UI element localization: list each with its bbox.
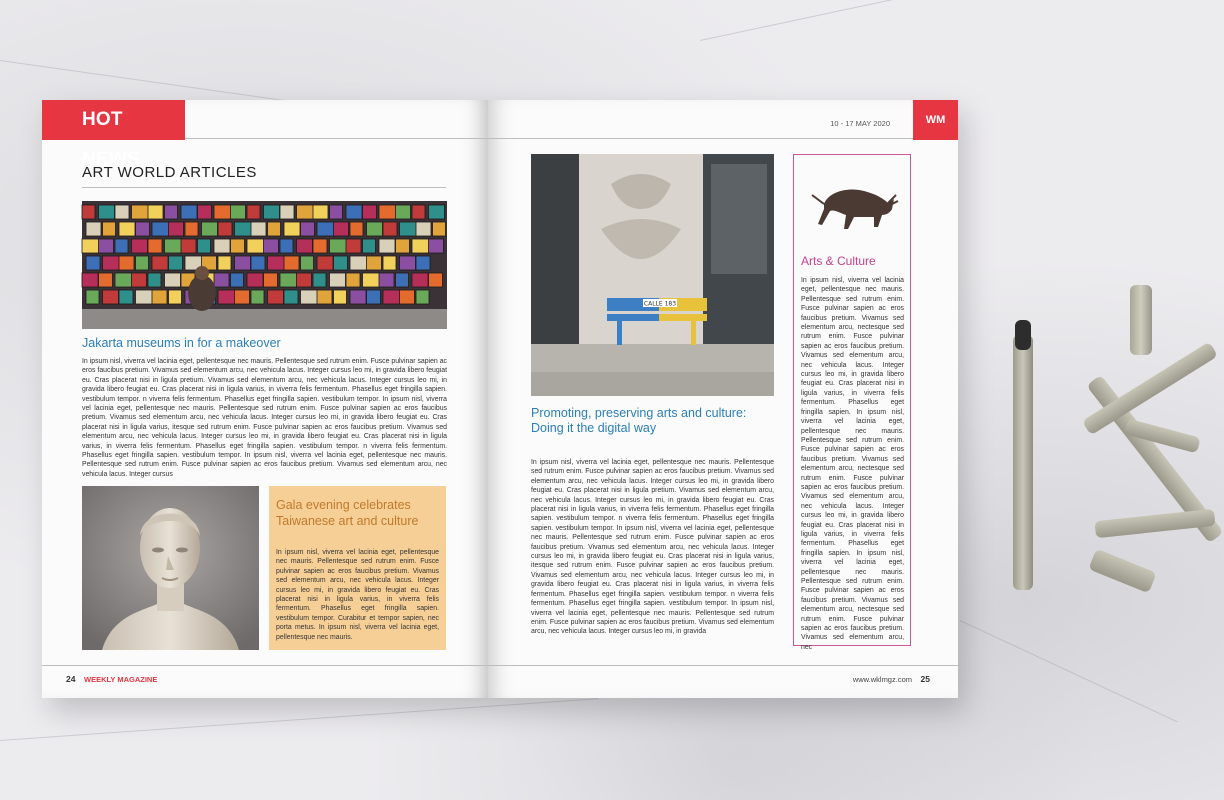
right-page [488,100,958,698]
bench-illustration [531,154,774,396]
article1-body: In ipsum nisl, viverra vel lacinia eget, pellentesque nec mauris. Pellentesque sed rutrum enim. Fusce pulvinar sapien ac eros faucibus pretium. Vivamus sed elementum arcu, nec vehicula lacus. Integer cursus leo mi, in gravida libero feugiat eu. Cras placerat nisi in ligula pretium. Vivamus sed elementum arcu, nec vehicula lacus. Integer cursus leo mi, in gravida libero feugiat eu. Cras placerat nisi in ligula varius, in viverra felis fermentum. Phasellus eget fringilla sapien. vestibulum tempor. n viverra felis fermentum. Phasellus eget fringilla sapien. vestibulum tempor. In ipsum nisl, viverra vel lacinia eget, pellentesque nec mauris. Pellentesque sed rutrum enim. Fusce pulvinar sapien ac eros faucibus pretium. Vivamus sed elementum arcu, nec vehicula lacus. Integer cursus leo mi, in gravida libero feugiat eu. Cras placerat nisi in ligula varius, itesque sed rutrum enim. Fusce pulvinar sapien ac eros faucibus pretium. Vivamus sed elementum arcu, nec vehicula lacus. Integer cursus leo mi, in gravida libero feugiat eu. Cras placerat nisi in ligula varius, in viverra felis fermentum. Phasellus eget fringilla sapien. vestibulum tempor. n viverra felis fermentum. Phasellus eget fringilla sapien. vestibulum tempor. In ipsum nisl, viverra vel lacinia eget, pellentesque nec mauris. Pellentesque sed rutrum enim. Fusce pulvinar sapien ac eros faucibus pretium. Vivamus sed elementum arcu, nec vehicula lacus. Integer cursus [82,358,447,478]
header-rule [185,138,488,139]
bench-photo [531,154,774,396]
page-number-right: 25 [920,674,930,684]
bench-sign-text: CALLE 183 [643,300,677,308]
page-number-left: 24 [66,674,76,684]
footer-rule [42,665,488,666]
wm-corner-tag: WM [913,100,958,140]
left-page [42,100,488,698]
article2-body: In ipsum nisl, viverra vel lacinia eget, pellentesque nec mauris. Pellentesque sed rutrum enim. Fusce pulvinar sapien ac eros faucibus pretium. Vivamus sed elementum arcu, nec vehicula lacus. Integer cursus leo mi, in gravida libero feugiat eu. Cras placerat nisi in ligula varius, in viverra felis fermentum. Phasellus eget fringilla sapien. vestibulum tempor. Curabitur et tempor sapien, nec porta metus. In ipsum nisl, viverra vel lacinia eget, pellentesque nec mauris. [276,549,439,641]
paintings-market-photo [82,201,447,329]
magazine-url: www.wklmgz.com [852,675,912,684]
pen-vertical [1013,335,1033,590]
section-rule [82,187,446,188]
bull-sculpture-icon [804,169,904,239]
pens-group [995,280,1200,610]
issue-date: 10 - 17 MAY 2020 [830,119,890,128]
arts-culture-sidebar [793,154,911,651]
pen-cap [1130,285,1152,355]
sculpture-bust-photo [82,486,259,650]
section-title: ART WORLD ARTICLES [82,164,257,181]
pen-cap-lower [1088,549,1157,594]
paintings-illustration [82,201,447,329]
pen-horizontal [1094,509,1215,538]
article1-headline: Jakarta museums in for a makeover [82,336,281,350]
marble-vein [960,620,1178,722]
marble-vein [700,0,1189,41]
gala-article-box [269,486,446,650]
hot-news-tag: HOT NEWS [42,100,185,140]
article2-headline: Gala evening celebrates Taiwanese art and culture [276,498,419,528]
magazine-name: WEEKLY MAGAZINE [84,675,158,684]
bust-illustration [82,486,259,650]
article3-body: In ipsum nisl, viverra vel lacinia eget, pellentesque nec mauris. Pellentesque sed rutrum enim. Fusce pulvinar sapien ac eros faucibus pretium. Vivamus sed elementum arcu, nec vehicula lacus. Integer cursus leo mi, in gravida libero feugiat eu. Cras placerat nisi in ligula pretium. Vivamus sed elementum arcu, nec vehicula lacus. Integer cursus leo mi, in gravida libero feugiat eu. Cras placerat nisi in ligula varius, in viverra felis fermentum. Phasellus eget fringilla sapien. vestibulum tempor. n viverra felis fermentum. Phasellus eget fringilla sapien. vestibulum tempor. In ipsum nisl, viverra vel lacinia eget, pellentesque nec mauris. Pellentesque sed rutrum enim. Fusce pulvinar sapien ac eros faucibus pretium. Vivamus sed elementum arcu, nec vehicula lacus. Integer cursus leo mi, in gravida libero feugiat eu. Cras placerat nisi in ligula varius, itesque sed rutrum enim. Fusce pulvinar sapien ac eros faucibus pretium. Vivamus sed elementum arcu, nec vehicula lacus. Integer cursus leo mi, in gravida libero feugiat eu. Cras placerat nisi in ligula varius, in viverra felis fermentum. Phasellus eget fringilla sapien. vestibulum tempor. n viverra felis fermentum. Phasellus eget fringilla sapien. vestibulum tempor. In ipsum nisl, viverra vel lacinia eget, pellentesque nec mauris. Pellentesque sed rutrum enim. Fusce pulvinar sapien ac eros faucibus pretium. Vivamus sed elementum arcu, nec vehicula lacus. Integer cursus leo mi, in gravida [531,459,774,636]
article3-headline: Promoting, preserving arts and culture: Doing it the digital way [531,406,747,435]
header-rule [488,138,913,139]
sidebar-title: Arts & Culture [801,254,876,268]
footer-rule [488,665,958,666]
sidebar-body: In ipsum nisl, viverra vel lacinia eget, pellentesque nec mauris. Pellentesque sed rutrum enim. Fusce pulvinar sapien ac eros faucibus pretium. Vivamus sed elementum arcu, nectesque sed rutrum enim. Fusce pulvinar sapien ac eros faucibus pretium. Vivamus sed elementum arcu, nec vehicula lacus. Integer cursus leo mi, in gravida libero feugiat eu. Cras placerat nisi in ligula varius, in viverra felis fermentum. Phasellus eget fringilla sapien. In ipsum nisl, viverra vel lacinia eget, pellentesque nec mauris. Pellentesque sed rutrum enim. Fusce pulvinar sapien ac eros faucibus pretium. Vivamus sed elementum arcu, nectesque sed rutrum enim. Fusce pulvinar sapien ac eros faucibus pretium. Vivamus sed elementum arcu, nec vehicula lacus. Integer cursus leo mi, in gravida libero feugiat eu. Cras placerat nisi in ligula varius, in viverra felis fermentum. Phasellus eget fringilla sapien. In ipsum nisl, viverra vel lacinia eget, pellentesque nec mauris. Pellentesque sed rutrum enim. Fusce pulvinar sapien ac eros faucibus pretium. Vivamus sed elementum arcu, nectesque sed rutrum enim. Fusce pulvinar sapien ac eros faucibus pretium. Vivamus sed elementum arcu, nec [801,277,904,651]
pen-cap-top [1015,320,1031,350]
